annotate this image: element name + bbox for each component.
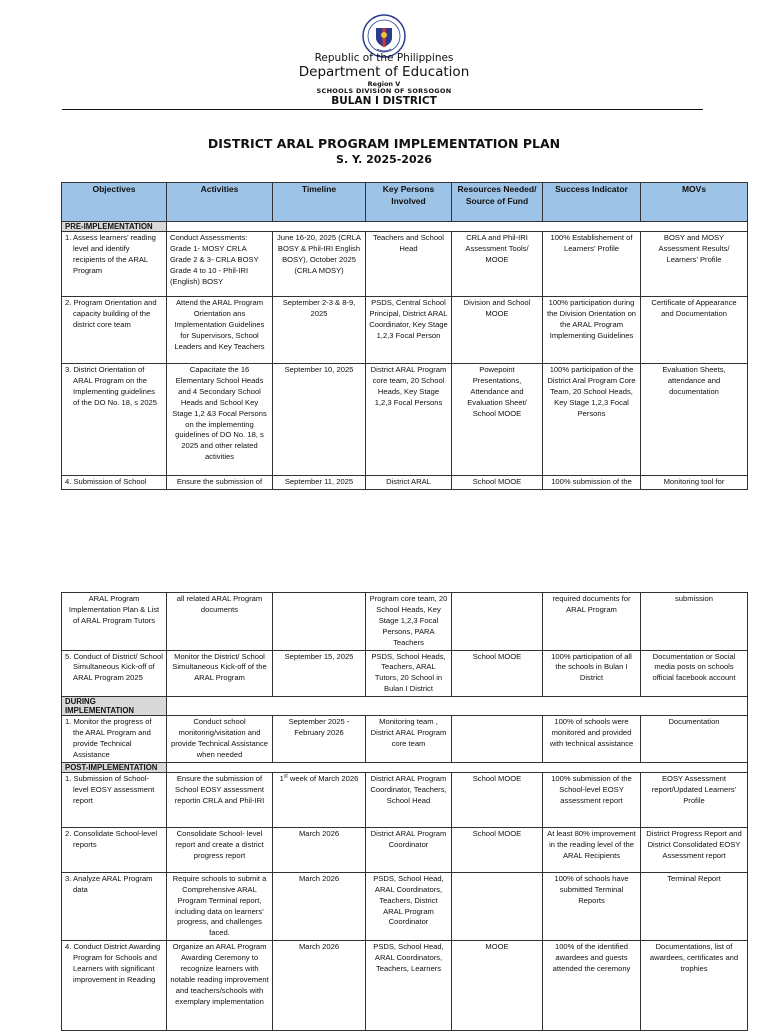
indicator-cell: 100% of the identified awardees and guests attended the ceremony bbox=[543, 941, 641, 1031]
division-label: SCHOOLS DIVISION OF SORSOGON bbox=[316, 87, 452, 95]
persons-cell: PSDS, Central School Principal, District ARAL Coordinator, Key Stage 1,2,3 Focal Person bbox=[366, 297, 452, 364]
resources-cell: Division and School MOOE bbox=[452, 297, 543, 364]
phase-label: DURING IMPLEMENTATION bbox=[62, 697, 167, 716]
indicator-cell: At least 80% improvement in the reading level of the ARAL Recipients bbox=[543, 827, 641, 872]
movs-cell: Documentations, list of awardees, certificates and trophies bbox=[641, 941, 748, 1031]
objective-cell: ARAL Program Implementation Plan & List of ARAL Program Tutors bbox=[62, 593, 167, 651]
persons-cell: Teachers and School Head bbox=[366, 232, 452, 297]
persons-cell: PSDS, School Heads, Teachers, ARAL Tutors, 20 School in Bulan I District bbox=[366, 650, 452, 697]
indicator-cell: 100% of schools were monitored and provided with technical assistance bbox=[543, 716, 641, 763]
activity-cell: all related ARAL Program documents bbox=[167, 593, 273, 651]
indicator-cell: 100% participation of all the schools in Bulan I District bbox=[543, 650, 641, 697]
activity-cell: Conduct Assessments: Grade 1- MOSY CRLA Grade 2 & 3- CRLA BOSY Grade 4 to 10 - Phil-IRI (English) BOSY bbox=[167, 232, 273, 297]
movs-cell: Monitoring tool for bbox=[641, 476, 748, 490]
objective-cell: 2. Consolidate School-level reports bbox=[65, 828, 158, 849]
movs-cell: Terminal Report bbox=[641, 872, 748, 940]
movs-cell: Evaluation Sheets, attendance and documentation bbox=[641, 364, 748, 476]
table-row bbox=[62, 827, 748, 872]
phase-row bbox=[62, 762, 748, 772]
objective-cell: 5. Conduct of District/ School Simultaneous Kick-off of ARAL Program 2025 bbox=[65, 651, 163, 683]
activity-cell: Capacitate the 16 Elementary School Heads and 4 Secondary School Heads and School Key Stage 1,2 &3 Focal Persons on the implementing guidelines of DO No. 18, s 2025 and other related activities bbox=[167, 364, 273, 476]
activity-cell: Monitor the District/ School Simultaneous Kick-off of the ARAL Program bbox=[167, 650, 273, 697]
timeline-week-number: 1 bbox=[279, 773, 284, 783]
movs-cell: District Progress Report and District Consolidated EOSY Assessment report bbox=[641, 827, 748, 872]
timeline-cell: June 16-20, 2025 (CRLA BOSY & Phil-IRI English BOSY), October 2025 (CRLA MOSY) bbox=[273, 232, 366, 297]
timeline-cell: September 2-3 & 8-9, 2025 bbox=[273, 297, 366, 364]
table-row bbox=[62, 297, 748, 364]
resources-cell: MOOE bbox=[452, 941, 543, 1031]
table-row bbox=[62, 232, 748, 297]
movs-cell: Documentation bbox=[641, 716, 748, 763]
timeline-cell: March 2026 bbox=[273, 941, 366, 1031]
page-title: DISTRICT ARAL PROGRAM IMPLEMENTATION PLAN bbox=[207, 136, 561, 151]
indicator-cell: 100% of schools have submitted Terminal Reports bbox=[543, 872, 641, 940]
table-row bbox=[62, 593, 748, 651]
table-row bbox=[62, 941, 748, 1031]
resources-cell bbox=[452, 872, 543, 940]
phase-row bbox=[62, 697, 748, 716]
resources-cell: CRLA and Phil-IRI Assessment Tools/ MOOE bbox=[452, 232, 543, 297]
movs-cell: Documentation or Social media posts on schools official facebook account bbox=[641, 650, 748, 697]
persons-cell: District ARAL bbox=[366, 476, 452, 490]
department-label: Department of Education bbox=[298, 64, 470, 80]
phase-row bbox=[62, 222, 748, 232]
resources-cell: Powepoint Presentations, Attendance and Evaluation Sheet/ School MOOE bbox=[452, 364, 543, 476]
timeline-cell: March 2026 bbox=[273, 827, 366, 872]
persons-cell: District ARAL Program core team, 20 School Heads, Key Stage 1,2,3 Focal Persons bbox=[366, 364, 452, 476]
table-row bbox=[62, 772, 748, 827]
republic-label: Republic of the Philippines bbox=[314, 52, 454, 64]
col-movs: MOVs bbox=[641, 183, 748, 222]
timeline-cell: September 15, 2025 bbox=[273, 650, 366, 697]
persons-cell: District ARAL Program Coordinator, Teachers, School Head bbox=[366, 772, 452, 827]
header-divider bbox=[62, 109, 703, 110]
timeline-ordinal: st bbox=[283, 773, 288, 780]
col-objectives: Objectives bbox=[62, 183, 167, 222]
activity-cell: Ensure the submission of School EOSY assessment reportin CRLA and Phil-IRI bbox=[167, 772, 273, 827]
objective-cell: 2. Program Orientation and capacity building of the district core team bbox=[65, 298, 157, 329]
activity-cell: Consolidate School- level report and create a district progress report bbox=[167, 827, 273, 872]
table-header-row bbox=[62, 183, 748, 222]
persons-cell: PSDS, School Head, ARAL Coordinators, Teachers, Learners bbox=[366, 941, 452, 1031]
col-key-persons: Key Persons Involved bbox=[366, 183, 452, 222]
objective-cell: 4. Conduct District Awarding Program for Schools and Learners with significant improvement in Reading bbox=[65, 942, 161, 984]
school-year: S. Y. 2025-2026 bbox=[336, 153, 432, 166]
resources-cell: School MOOE bbox=[452, 476, 543, 490]
indicator-cell: 100% submission of the School-level EOSY assessment report bbox=[543, 772, 641, 827]
resources-cell: School MOOE bbox=[452, 772, 543, 827]
activity-cell: Require schools to submit a Comprehensive ARAL Program Terminal report, including data on learners’ progress, and challenges faced. bbox=[167, 872, 273, 940]
plan-table-page1 bbox=[61, 182, 748, 490]
timeline-cell bbox=[273, 772, 366, 827]
activity-cell: Attend the ARAL Program Orientation ans Implementation Guidelines for Supervisors, School Leaders and Key Teachers bbox=[167, 297, 273, 364]
persons-cell: District ARAL Program Coordinator bbox=[366, 827, 452, 872]
activity-cell: Ensure the submission of bbox=[167, 476, 273, 490]
resources-cell: School MOOE bbox=[452, 827, 543, 872]
movs-cell: BOSY and MOSY Assessment Results/ Learners’ Profile bbox=[641, 232, 748, 297]
objective-cell: 1. Submission of School-level EOSY assessment report bbox=[65, 773, 155, 805]
movs-cell: Certificate of Appearance and Documentation bbox=[641, 297, 748, 364]
resources-cell bbox=[452, 716, 543, 763]
col-timeline: Timeline bbox=[273, 183, 366, 222]
persons-cell: Program core team, 20 School Heads, Key Stage 1,2,3 Focal Persons, PARA Teachers bbox=[366, 593, 452, 651]
table-row bbox=[62, 716, 748, 763]
table-row bbox=[62, 364, 748, 476]
indicator-cell: 100% Establishement of Learners’ Profile bbox=[543, 232, 641, 297]
col-activities: Activities bbox=[167, 183, 273, 222]
objective-cell: 1. Assess learners’ reading level and identify recipients of the ARAL Program bbox=[65, 233, 156, 275]
region-label: Region V bbox=[367, 80, 401, 88]
persons-cell: Monitoring team , District ARAL Program core team bbox=[366, 716, 452, 763]
col-success-indicator: Success Indicator bbox=[543, 183, 641, 222]
indicator-cell: 100% participation of the District Aral Program Core Team, 20 School Heads, Key Stage 1,2,3 Focal Persons bbox=[543, 364, 641, 476]
col-resources: Resources Needed/ Source of Fund bbox=[452, 183, 543, 222]
table-row bbox=[62, 872, 748, 940]
persons-cell: PSDS, School Head, ARAL Coordinators, Teachers, District ARAL Program Coordinator bbox=[366, 872, 452, 940]
phase-label: POST-IMPLEMENTATION bbox=[62, 762, 167, 772]
table-row bbox=[62, 650, 748, 697]
movs-cell: submission bbox=[641, 593, 748, 651]
phase-label: PRE-IMPLEMENTATION bbox=[62, 222, 167, 232]
objective-cell: 3. District Orientation of ARAL Program on the Implementing guidelines of the DO No. 18, s 2025 bbox=[65, 365, 158, 407]
table-row bbox=[62, 476, 748, 490]
objective-cell: 3. Analyze ARAL Program data bbox=[65, 873, 153, 894]
plan-table-page2 bbox=[61, 592, 748, 1031]
timeline-text: week of March 2026 bbox=[289, 773, 359, 783]
timeline-cell: September 11, 2025 bbox=[273, 476, 366, 490]
resources-cell bbox=[452, 593, 543, 651]
timeline-cell bbox=[273, 593, 366, 651]
indicator-cell: 100% submission of the bbox=[543, 476, 641, 490]
indicator-cell: 100% participation during the Division Orientation on the ARAL Program Implementing Guidelines bbox=[543, 297, 641, 364]
resources-cell: School MOOE bbox=[452, 650, 543, 697]
timeline-cell: September 2025 - February 2026 bbox=[273, 716, 366, 763]
activity-cell: Organize an ARAL Program Awarding Ceremony to recognize learners with notable reading improvement and teachers/schools with exemplary implementation bbox=[167, 941, 273, 1031]
movs-cell: EOSY Assessment report/Updated Learners’ Profile bbox=[641, 772, 748, 827]
timeline-cell: September 10, 2025 bbox=[273, 364, 366, 476]
indicator-cell: required documents for ARAL Program bbox=[543, 593, 641, 651]
district-label: BULAN I DISTRICT bbox=[331, 95, 437, 107]
activity-cell: Conduct school monitoring/visitation and provide Technical Assistance when needed bbox=[167, 716, 273, 763]
objective-cell: 1. Monitor the progress of the ARAL Program and provide Technical Assistance bbox=[65, 717, 152, 759]
timeline-cell: March 2026 bbox=[273, 872, 366, 940]
objective-cell: 4. Submission of School bbox=[62, 476, 167, 490]
